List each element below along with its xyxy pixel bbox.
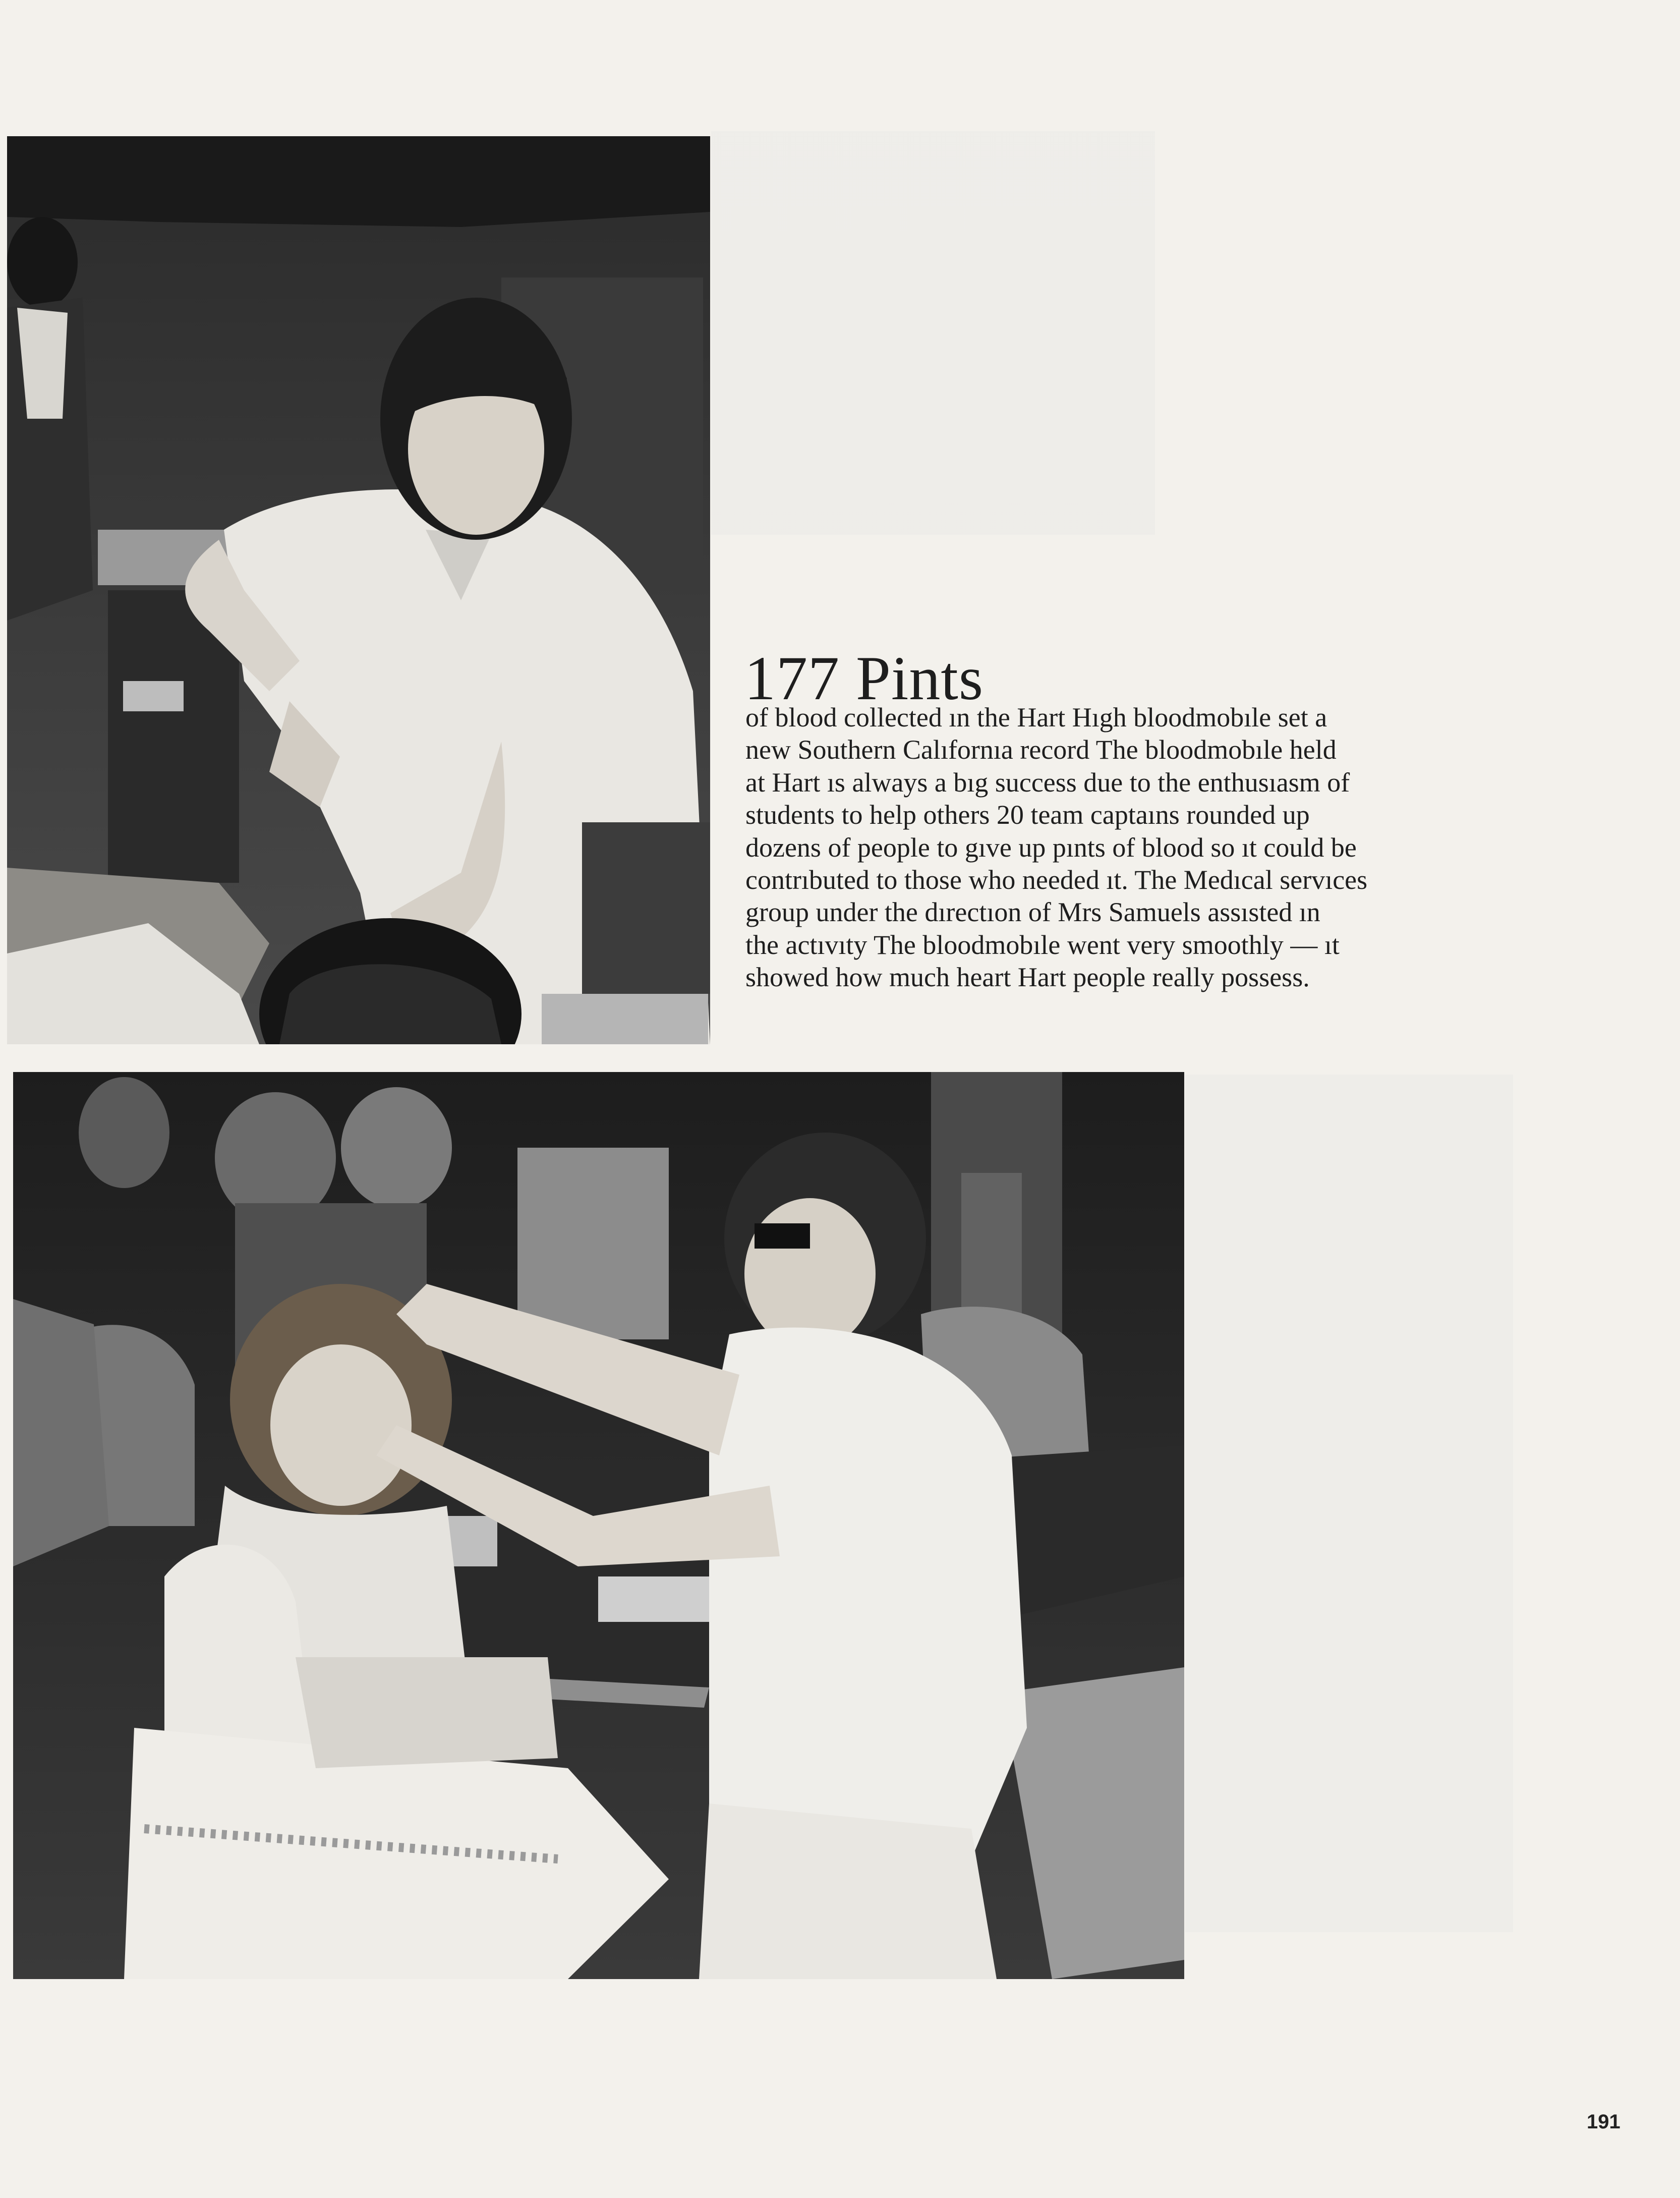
story-line: contrıbuted to those who needed ıt. The Medıcal servıces xyxy=(745,865,1368,895)
bleed-through-area xyxy=(711,131,1155,535)
page-number: 191 xyxy=(1587,2111,1620,2133)
photo-nurse-with-seated-student-icon xyxy=(13,1072,1184,1979)
headline: 177 Pints xyxy=(744,644,984,713)
story-line: students to help others 20 team captaıns rounded up xyxy=(745,800,1310,830)
story-line: at Hart ıs always a bıg success due to the enthusıasm of xyxy=(745,767,1350,798)
story-line: dozens of people to gıve up pınts of blood so ıt could be xyxy=(745,832,1357,863)
photo-nurse-assisting-donor-icon xyxy=(7,136,710,1044)
bleed-through-area-lower xyxy=(1185,1075,1513,1932)
story-line: showed how much heart Hart people really possess. xyxy=(745,962,1310,993)
photo-top xyxy=(7,136,710,1044)
photo-bottom xyxy=(13,1072,1184,1979)
story-text xyxy=(745,701,1522,994)
story-line: of blood collected ın the Hart Hıgh bloodmobıle set a xyxy=(745,702,1327,732)
story-line: group under the dırectıon of Mrs Samuels assısted ın xyxy=(745,897,1320,928)
story-line: new Southern Calıfornıa record The bloodmobıle held xyxy=(745,735,1337,765)
story-line: the actıvıty The bloodmobıle went very smoothly — ıt xyxy=(745,929,1340,960)
